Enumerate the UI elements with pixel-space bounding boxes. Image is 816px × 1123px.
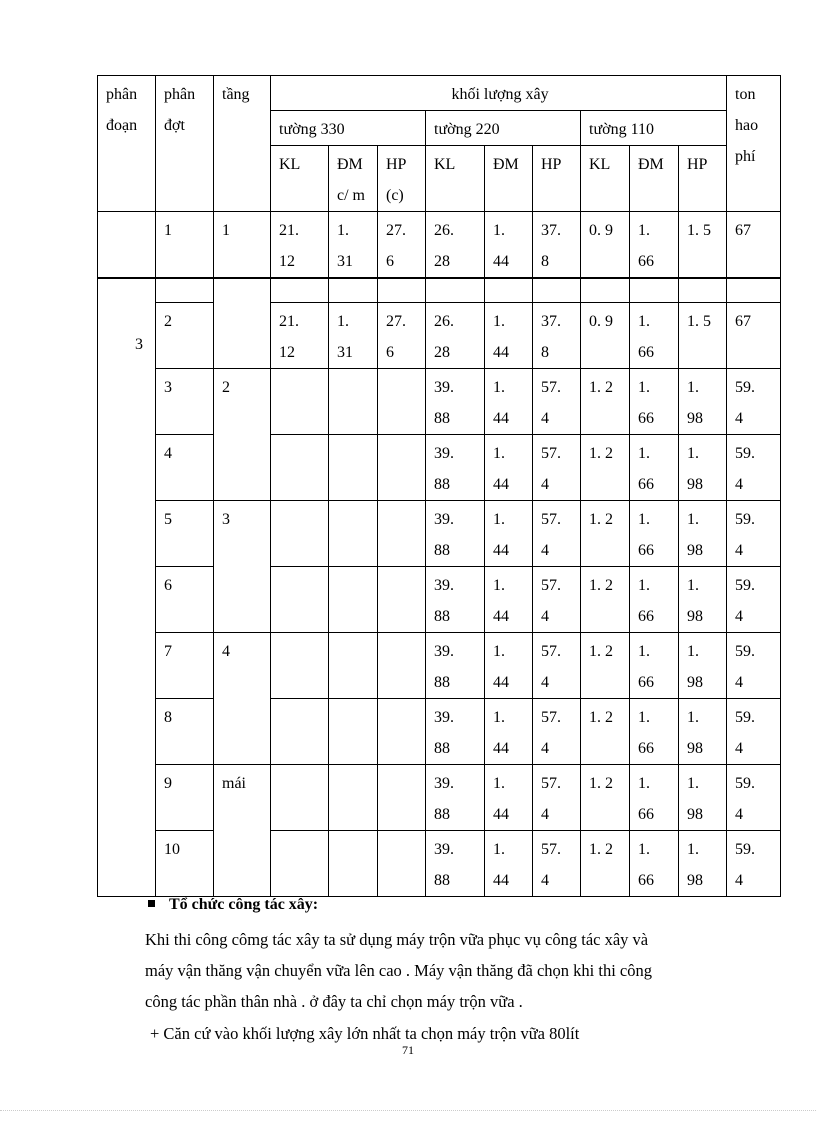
w220-cell: 57. 4 bbox=[533, 434, 581, 500]
table-row bbox=[98, 212, 781, 279]
w220-cell: 57. 4 bbox=[533, 500, 581, 566]
w220-cell: 1. 44 bbox=[485, 764, 533, 830]
dot-cell: 6 bbox=[156, 566, 214, 632]
w220-cell: 1. 44 bbox=[485, 830, 533, 896]
dot-cell: 3 bbox=[156, 368, 214, 434]
tang-cell: 2 bbox=[214, 368, 271, 500]
w110-cell: 1. 66 bbox=[630, 764, 679, 830]
empty-cell bbox=[581, 278, 630, 302]
ton-cell: 59. 4 bbox=[727, 566, 781, 632]
empty-cell bbox=[485, 278, 533, 302]
dot-cell: 5 bbox=[156, 500, 214, 566]
paragraph-line: máy vận thăng vận chuyển vữa lên cao . Máy vận thăng đã chọn khi thi công bbox=[145, 961, 653, 980]
w330-cell bbox=[271, 632, 329, 698]
ton-cell: 59. 4 bbox=[727, 500, 781, 566]
w330-cell bbox=[329, 368, 378, 434]
section-heading: Tổ chức công tác xây: bbox=[148, 896, 318, 914]
empty-cell bbox=[679, 278, 727, 302]
w330-cell: 1. 31 bbox=[329, 212, 378, 279]
header-phan-dot: phân đợt bbox=[156, 76, 214, 212]
w110-cell: 1. 5 bbox=[679, 212, 727, 279]
w220-cell: 39. 88 bbox=[426, 830, 485, 896]
w110-cell: 1. 2 bbox=[581, 764, 630, 830]
w330-cell: 21. 12 bbox=[271, 302, 329, 368]
w110-cell: 1. 2 bbox=[581, 566, 630, 632]
header-hp: HP bbox=[679, 146, 727, 212]
w220-cell: 1. 44 bbox=[485, 632, 533, 698]
w110-cell: 1. 98 bbox=[679, 368, 727, 434]
w220-cell: 57. 4 bbox=[533, 764, 581, 830]
w220-cell: 1. 44 bbox=[485, 566, 533, 632]
w220-cell: 37. 8 bbox=[533, 302, 581, 368]
w330-cell bbox=[378, 500, 426, 566]
ton-cell: 59. 4 bbox=[727, 764, 781, 830]
table-row bbox=[98, 632, 781, 698]
ton-cell: 59. 4 bbox=[727, 434, 781, 500]
w110-cell: 1. 98 bbox=[679, 830, 727, 896]
footer-divider bbox=[0, 1110, 816, 1111]
w110-cell: 1. 66 bbox=[630, 698, 679, 764]
w330-cell bbox=[329, 566, 378, 632]
w330-cell bbox=[271, 368, 329, 434]
w220-cell: 26. 28 bbox=[426, 302, 485, 368]
w330-cell: 27. 6 bbox=[378, 302, 426, 368]
w330-cell bbox=[378, 434, 426, 500]
ton-cell: 67 bbox=[727, 212, 781, 279]
dot-cell: 10 bbox=[156, 830, 214, 896]
dot-cell: 7 bbox=[156, 632, 214, 698]
w110-cell: 1. 66 bbox=[630, 830, 679, 896]
w110-cell: 0. 9 bbox=[581, 302, 630, 368]
w110-cell: 1. 2 bbox=[581, 632, 630, 698]
w110-cell: 1. 98 bbox=[679, 566, 727, 632]
table-row bbox=[98, 368, 781, 434]
w110-cell: 1. 2 bbox=[581, 500, 630, 566]
w220-cell: 1. 44 bbox=[485, 434, 533, 500]
ton-cell: 59. 4 bbox=[727, 830, 781, 896]
dot-cell: 9 bbox=[156, 764, 214, 830]
w330-cell bbox=[378, 632, 426, 698]
table-row bbox=[98, 764, 781, 830]
empty-cell bbox=[426, 278, 485, 302]
header-tuong-330: tường 330 bbox=[271, 111, 426, 146]
w220-cell: 57. 4 bbox=[533, 632, 581, 698]
w110-cell: 1. 66 bbox=[630, 500, 679, 566]
w330-cell bbox=[378, 368, 426, 434]
w330-cell bbox=[378, 566, 426, 632]
header-hp: HP bbox=[533, 146, 581, 212]
quantity-table bbox=[97, 75, 781, 897]
w330-cell: 27. 6 bbox=[378, 212, 426, 279]
dot-cell: 2 bbox=[156, 302, 214, 368]
table-body bbox=[98, 76, 781, 897]
w110-cell: 1. 98 bbox=[679, 632, 727, 698]
w110-cell: 1. 98 bbox=[679, 698, 727, 764]
phan-doan-cell bbox=[98, 212, 156, 279]
w110-cell: 1. 66 bbox=[630, 434, 679, 500]
dot-cell: 1 bbox=[156, 212, 214, 279]
table-row bbox=[98, 566, 781, 632]
table-row bbox=[98, 500, 781, 566]
w330-cell bbox=[329, 500, 378, 566]
dot-cell: 8 bbox=[156, 698, 214, 764]
w330-cell bbox=[329, 764, 378, 830]
w110-cell: 1. 2 bbox=[581, 368, 630, 434]
w110-cell: 0. 9 bbox=[581, 212, 630, 279]
w220-cell: 1. 44 bbox=[485, 698, 533, 764]
empty-cell bbox=[156, 278, 214, 302]
page-number: 71 bbox=[402, 1043, 414, 1057]
w330-cell bbox=[378, 830, 426, 896]
w220-cell: 39. 88 bbox=[426, 764, 485, 830]
w330-cell: 1. 31 bbox=[329, 302, 378, 368]
w110-cell: 1. 66 bbox=[630, 302, 679, 368]
w220-cell: 39. 88 bbox=[426, 698, 485, 764]
empty-cell bbox=[533, 278, 581, 302]
w220-cell: 26. 28 bbox=[426, 212, 485, 279]
note-line: + Căn cứ vào khối lượng xây lớn nhất ta chọn máy trộn vữa 80lít bbox=[150, 1024, 580, 1043]
empty-cell bbox=[727, 278, 781, 302]
empty-cell bbox=[271, 278, 329, 302]
table-row bbox=[98, 278, 781, 302]
w110-cell: 1. 2 bbox=[581, 434, 630, 500]
w220-cell: 1. 44 bbox=[485, 500, 533, 566]
w330-cell bbox=[271, 764, 329, 830]
w220-cell: 1. 44 bbox=[485, 368, 533, 434]
dot-cell: 4 bbox=[156, 434, 214, 500]
w110-cell: 1. 98 bbox=[679, 500, 727, 566]
header-dm: ĐM bbox=[485, 146, 533, 212]
w110-cell: 1. 2 bbox=[581, 830, 630, 896]
w110-cell: 1. 66 bbox=[630, 566, 679, 632]
w220-cell: 37. 8 bbox=[533, 212, 581, 279]
ton-cell: 59. 4 bbox=[727, 632, 781, 698]
w330-cell bbox=[271, 698, 329, 764]
header-tang: tầng bbox=[214, 76, 271, 212]
header-kl: KL bbox=[426, 146, 485, 212]
header-kl: KL bbox=[271, 146, 329, 212]
header-tuong-220: tường 220 bbox=[426, 111, 581, 146]
tang-cell: 3 bbox=[214, 500, 271, 632]
header-ton-hao-phi: ton hao phí bbox=[727, 76, 781, 212]
w330-cell: 21. 12 bbox=[271, 212, 329, 279]
w110-cell: 1. 98 bbox=[679, 764, 727, 830]
header-dm: ĐM bbox=[630, 146, 679, 212]
w110-cell: 1. 66 bbox=[630, 368, 679, 434]
w220-cell: 1. 44 bbox=[485, 212, 533, 279]
w110-cell: 1. 98 bbox=[679, 434, 727, 500]
empty-cell bbox=[329, 278, 378, 302]
w220-cell: 57. 4 bbox=[533, 566, 581, 632]
table-row bbox=[98, 434, 781, 500]
header-tuong-110: tường 110 bbox=[581, 111, 727, 146]
w220-cell: 57. 4 bbox=[533, 830, 581, 896]
w220-cell: 57. 4 bbox=[533, 368, 581, 434]
w110-cell: 1. 5 bbox=[679, 302, 727, 368]
table-row bbox=[98, 698, 781, 764]
header-khoi-luong: khối lượng xây bbox=[271, 76, 727, 111]
w220-cell: 39. 88 bbox=[426, 632, 485, 698]
empty-cell bbox=[630, 278, 679, 302]
w330-cell bbox=[329, 698, 378, 764]
w110-cell: 1. 2 bbox=[581, 698, 630, 764]
header-phan-doan: phân đoạn bbox=[98, 76, 156, 212]
w220-cell: 57. 4 bbox=[533, 698, 581, 764]
tang-cell bbox=[214, 278, 271, 368]
tang-cell: 1 bbox=[214, 212, 271, 279]
w330-cell bbox=[271, 566, 329, 632]
paragraph-line: công tác phần thân nhà . ở đây ta chỉ chọn máy trộn vữa . bbox=[145, 992, 523, 1011]
w330-cell bbox=[329, 434, 378, 500]
w220-cell: 39. 88 bbox=[426, 434, 485, 500]
w110-cell: 1. 66 bbox=[630, 212, 679, 279]
w330-cell bbox=[271, 830, 329, 896]
w330-cell bbox=[329, 830, 378, 896]
empty-cell bbox=[378, 278, 426, 302]
tang-cell: 4 bbox=[214, 632, 271, 764]
w220-cell: 1. 44 bbox=[485, 302, 533, 368]
w330-cell bbox=[378, 764, 426, 830]
w220-cell: 39. 88 bbox=[426, 566, 485, 632]
ton-cell: 59. 4 bbox=[727, 368, 781, 434]
w220-cell: 39. 88 bbox=[426, 368, 485, 434]
paragraph-line: Khi thi công cômg tác xây ta sử dụng máy trộn vữa phục vụ công tác xây và bbox=[145, 930, 649, 949]
w330-cell bbox=[271, 500, 329, 566]
ton-cell: 59. 4 bbox=[727, 698, 781, 764]
w110-cell: 1. 66 bbox=[630, 632, 679, 698]
phan-doan-cell: 3 bbox=[98, 278, 156, 896]
bullet-square-icon bbox=[148, 900, 155, 907]
header-hp: HP (c) bbox=[378, 146, 426, 212]
w330-cell bbox=[329, 632, 378, 698]
w220-cell: 39. 88 bbox=[426, 500, 485, 566]
header-dm: ĐM c/ m bbox=[329, 146, 378, 212]
w330-cell bbox=[271, 434, 329, 500]
table-row bbox=[98, 830, 781, 896]
ton-cell: 67 bbox=[727, 302, 781, 368]
tang-cell: mái bbox=[214, 764, 271, 896]
header-kl: KL bbox=[581, 146, 630, 212]
table-row bbox=[98, 302, 781, 368]
w330-cell bbox=[378, 698, 426, 764]
